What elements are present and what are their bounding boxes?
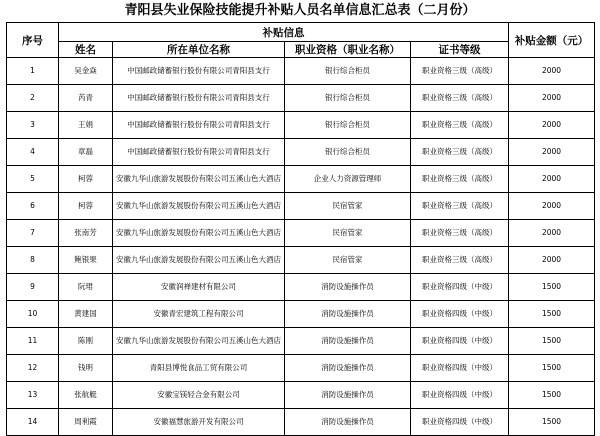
- cell-certificate: 职业资格四级（中级）: [411, 274, 509, 301]
- cell-certificate: 职业资格三级（高级）: [411, 220, 509, 247]
- table-row: [7, 382, 595, 409]
- cell-qualification: 银行综合柜员: [285, 112, 411, 139]
- cell-certificate: 职业资格四级（中级）: [411, 328, 509, 355]
- cell-unit: 安徽九华山旅游发展股份有限公司五溪山色大酒店: [113, 220, 285, 247]
- cell-seq: 8: [7, 247, 59, 274]
- cell-qualification: 民宿管家: [285, 193, 411, 220]
- table-row: [7, 112, 595, 139]
- table-row: [7, 355, 595, 382]
- cell-unit: 中国邮政储蓄银行股份有限公司青阳县支行: [113, 139, 285, 166]
- table-row: [7, 247, 595, 274]
- cell-amount: 2000: [509, 247, 595, 274]
- cell-certificate: 职业资格三级（高级）: [411, 193, 509, 220]
- cell-unit: 中国邮政储蓄银行股份有限公司青阳县支行: [113, 58, 285, 85]
- cell-qualification: 企业人力资源管理师: [285, 166, 411, 193]
- cell-qualification: 消防设施操作员: [285, 328, 411, 355]
- cell-seq: 13: [7, 382, 59, 409]
- cell-name: 鲍银果: [59, 247, 113, 274]
- table-row: [7, 220, 595, 247]
- cell-name: 张南芳: [59, 220, 113, 247]
- cell-unit: 安徽福慧旅游开发有限公司: [113, 409, 285, 436]
- cell-name: 陈刚: [59, 328, 113, 355]
- cell-unit: 安徽九华山旅游发展股份有限公司五溪山色大酒店: [113, 193, 285, 220]
- cell-unit: 青阳县博悦食品工贸有限公司: [113, 355, 285, 382]
- cell-name: 钱明: [59, 355, 113, 382]
- cell-seq: 7: [7, 220, 59, 247]
- cell-amount: 2000: [509, 220, 595, 247]
- cell-name: 柯蓉: [59, 193, 113, 220]
- cell-name: 吴金焱: [59, 58, 113, 85]
- cell-certificate: 职业资格四级（中级）: [411, 301, 509, 328]
- cell-amount: 2000: [509, 139, 595, 166]
- document-title: 青阳县失业保险技能提升补贴人员名单信息汇总表（二月份）: [124, 3, 476, 18]
- table-row: [7, 301, 595, 328]
- cell-unit: 安徽宝镁轻合金有限公司: [113, 382, 285, 409]
- cell-seq: 2: [7, 85, 59, 112]
- table-row: [7, 193, 595, 220]
- header-amount: 补贴金额（元）: [509, 23, 595, 58]
- cell-name: 王娟: [59, 112, 113, 139]
- cell-certificate: 职业资格四级（中级）: [411, 409, 509, 436]
- cell-unit: 安徽九华山旅游发展股份有限公司五溪山色大酒店: [113, 328, 285, 355]
- cell-certificate: 职业资格三级（高级）: [411, 58, 509, 85]
- cell-name: 柯蓉: [59, 166, 113, 193]
- cell-amount: 1500: [509, 328, 595, 355]
- cell-name: 章磊: [59, 139, 113, 166]
- cell-unit: 安徽青宏建筑工程有限公司: [113, 301, 285, 328]
- subsidy-table: [6, 22, 595, 436]
- cell-unit: 安徽九华山旅游发展股份有限公司五溪山色大酒店: [113, 247, 285, 274]
- cell-amount: 2000: [509, 112, 595, 139]
- cell-qualification: 消防设施操作员: [285, 274, 411, 301]
- cell-seq: 12: [7, 355, 59, 382]
- cell-unit: 中国邮政储蓄银行股份有限公司青阳县支行: [113, 112, 285, 139]
- cell-amount: 1500: [509, 274, 595, 301]
- cell-seq: 5: [7, 166, 59, 193]
- cell-qualification: 消防设施操作员: [285, 382, 411, 409]
- table-body: [7, 58, 595, 436]
- cell-qualification: 银行综合柜员: [285, 139, 411, 166]
- cell-certificate: 职业资格四级（中级）: [411, 382, 509, 409]
- header-seq: 序号: [7, 23, 59, 58]
- cell-amount: 1500: [509, 301, 595, 328]
- cell-qualification: 银行综合柜员: [285, 85, 411, 112]
- cell-certificate: 职业资格三级（高级）: [411, 85, 509, 112]
- cell-certificate: 职业资格三级（高级）: [411, 139, 509, 166]
- cell-certificate: 职业资格三级（高级）: [411, 247, 509, 274]
- cell-name: 阮珺: [59, 274, 113, 301]
- cell-seq: 9: [7, 274, 59, 301]
- cell-name: 黄建国: [59, 301, 113, 328]
- table-row: [7, 139, 595, 166]
- cell-name: 芮青: [59, 85, 113, 112]
- cell-seq: 1: [7, 58, 59, 85]
- cell-amount: 2000: [509, 193, 595, 220]
- cell-name: 周利霞: [59, 409, 113, 436]
- header-subsidy-info: 补贴信息: [59, 23, 509, 42]
- table-row: [7, 166, 595, 193]
- cell-amount: 2000: [509, 85, 595, 112]
- cell-amount: 1500: [509, 382, 595, 409]
- cell-qualification: 民宿管家: [285, 247, 411, 274]
- cell-certificate: 职业资格三级（高级）: [411, 166, 509, 193]
- header-qualification: 职业资格（职业名称）: [285, 42, 411, 58]
- header-name: 姓名: [59, 42, 113, 58]
- table-row: [7, 85, 595, 112]
- table-row: [7, 409, 595, 436]
- table-row: [7, 328, 595, 355]
- table-row: [7, 274, 595, 301]
- cell-unit: 安徽润禅建材有限公司: [113, 274, 285, 301]
- cell-certificate: 职业资格四级（中级）: [411, 355, 509, 382]
- cell-amount: 1500: [509, 409, 595, 436]
- cell-seq: 3: [7, 112, 59, 139]
- cell-qualification: 民宿管家: [285, 220, 411, 247]
- table-row: [7, 58, 595, 85]
- cell-seq: 11: [7, 328, 59, 355]
- cell-unit: 安徽九华山旅游发展股份有限公司五溪山色大酒店: [113, 166, 285, 193]
- cell-certificate: 职业资格三级（高级）: [411, 112, 509, 139]
- cell-qualification: 消防设施操作员: [285, 301, 411, 328]
- cell-unit: 中国邮政储蓄银行股份有限公司青阳县支行: [113, 85, 285, 112]
- cell-seq: 14: [7, 409, 59, 436]
- cell-amount: 1500: [509, 355, 595, 382]
- cell-seq: 10: [7, 301, 59, 328]
- cell-qualification: 消防设施操作员: [285, 409, 411, 436]
- cell-amount: 2000: [509, 58, 595, 85]
- cell-seq: 6: [7, 193, 59, 220]
- cell-seq: 4: [7, 139, 59, 166]
- header-unit: 所在单位名称: [113, 42, 285, 58]
- cell-name: 张航艇: [59, 382, 113, 409]
- cell-qualification: 消防设施操作员: [285, 355, 411, 382]
- header-certificate: 证书等级: [411, 42, 509, 58]
- cell-amount: 2000: [509, 166, 595, 193]
- cell-qualification: 银行综合柜员: [285, 58, 411, 85]
